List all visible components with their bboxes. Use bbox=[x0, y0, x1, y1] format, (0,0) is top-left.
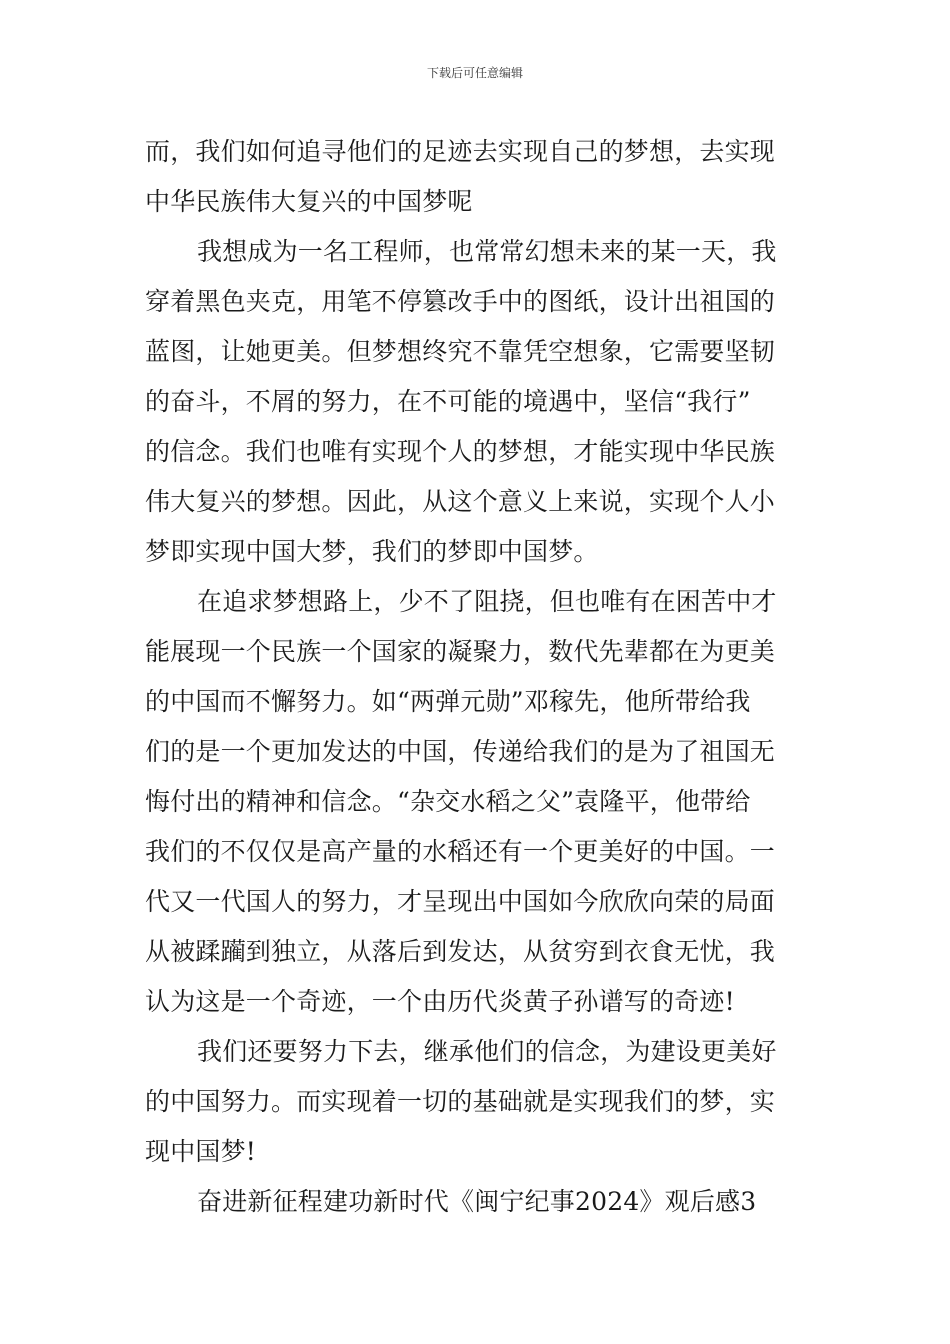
text-line: 代又一代国人的努力，才呈现出中国如今欣欣向荣的局面 bbox=[145, 887, 776, 916]
section-title bbox=[145, 1177, 807, 1227]
text-line: 伟大复兴的梦想。因此，从这个意义上来说，实现个人小 bbox=[145, 487, 776, 516]
paragraph bbox=[145, 1027, 807, 1177]
text-line: 的奋斗，不屑的努力，在不可能的境遇中，坚信“我行” bbox=[145, 387, 751, 416]
text-line: 穿着黑色夹克，用笔不停篡改手中的图纸，设计出祖国的 bbox=[145, 287, 776, 316]
page-header: 下载后可任意编辑 bbox=[426, 66, 523, 80]
text-line: 在追求梦想路上，少不了阻挠，但也唯有在困苦中才 bbox=[197, 587, 777, 616]
text-line: 认为这是一个奇迹，一个由历代炎黄子孙谱写的奇迹! bbox=[145, 987, 735, 1016]
text-line: 中华民族伟大复兴的中国梦呢 bbox=[145, 187, 473, 216]
text-line: 现中国梦! bbox=[145, 1137, 257, 1166]
text-line: 能展现一个民族一个国家的凝聚力，数代先辈都在为更美 bbox=[145, 637, 776, 666]
text-line: 的中国而不懈努力。如“两弹元勋”邓稼先，他所带给我 bbox=[145, 687, 751, 716]
text-line: 们的是一个更加发达的中国，传递给我们的是为了祖国无 bbox=[145, 737, 776, 766]
text-line: 我想成为一名工程师，也常常幻想未来的某一天，我 bbox=[197, 237, 777, 266]
paragraph bbox=[145, 127, 807, 227]
document-body bbox=[145, 127, 807, 1227]
text-line: 梦即实现中国大梦，我们的梦即中国梦。 bbox=[145, 537, 599, 566]
text-line: 奋进新征程建功新时代《闽宁纪事2024》观后感3 bbox=[197, 1187, 757, 1216]
paragraph bbox=[145, 577, 807, 1027]
text-line: 的中国努力。而实现着一切的基础就是实现我们的梦，实 bbox=[145, 1087, 776, 1116]
text-line: 我们还要努力下去，继承他们的信念，为建设更美好 bbox=[197, 1037, 777, 1066]
text-line: 蓝图，让她更美。但梦想终究不靠凭空想象，它需要坚韧 bbox=[145, 337, 776, 366]
paragraph bbox=[145, 227, 807, 577]
text-line: 我们的不仅仅是高产量的水稻还有一个更美好的中国。一 bbox=[145, 837, 776, 866]
text-line: 而，我们如何追寻他们的足迹去实现自己的梦想，去实现 bbox=[145, 137, 776, 166]
text-line: 的信念。我们也唯有实现个人的梦想，才能实现中华民族 bbox=[145, 437, 776, 466]
text-line: 从被蹂躏到独立，从落后到发达，从贫穷到衣食无忧，我 bbox=[145, 937, 776, 966]
text-line: 悔付出的精神和信念。“杂交水稻之父”袁隆平，他带给 bbox=[145, 787, 751, 816]
